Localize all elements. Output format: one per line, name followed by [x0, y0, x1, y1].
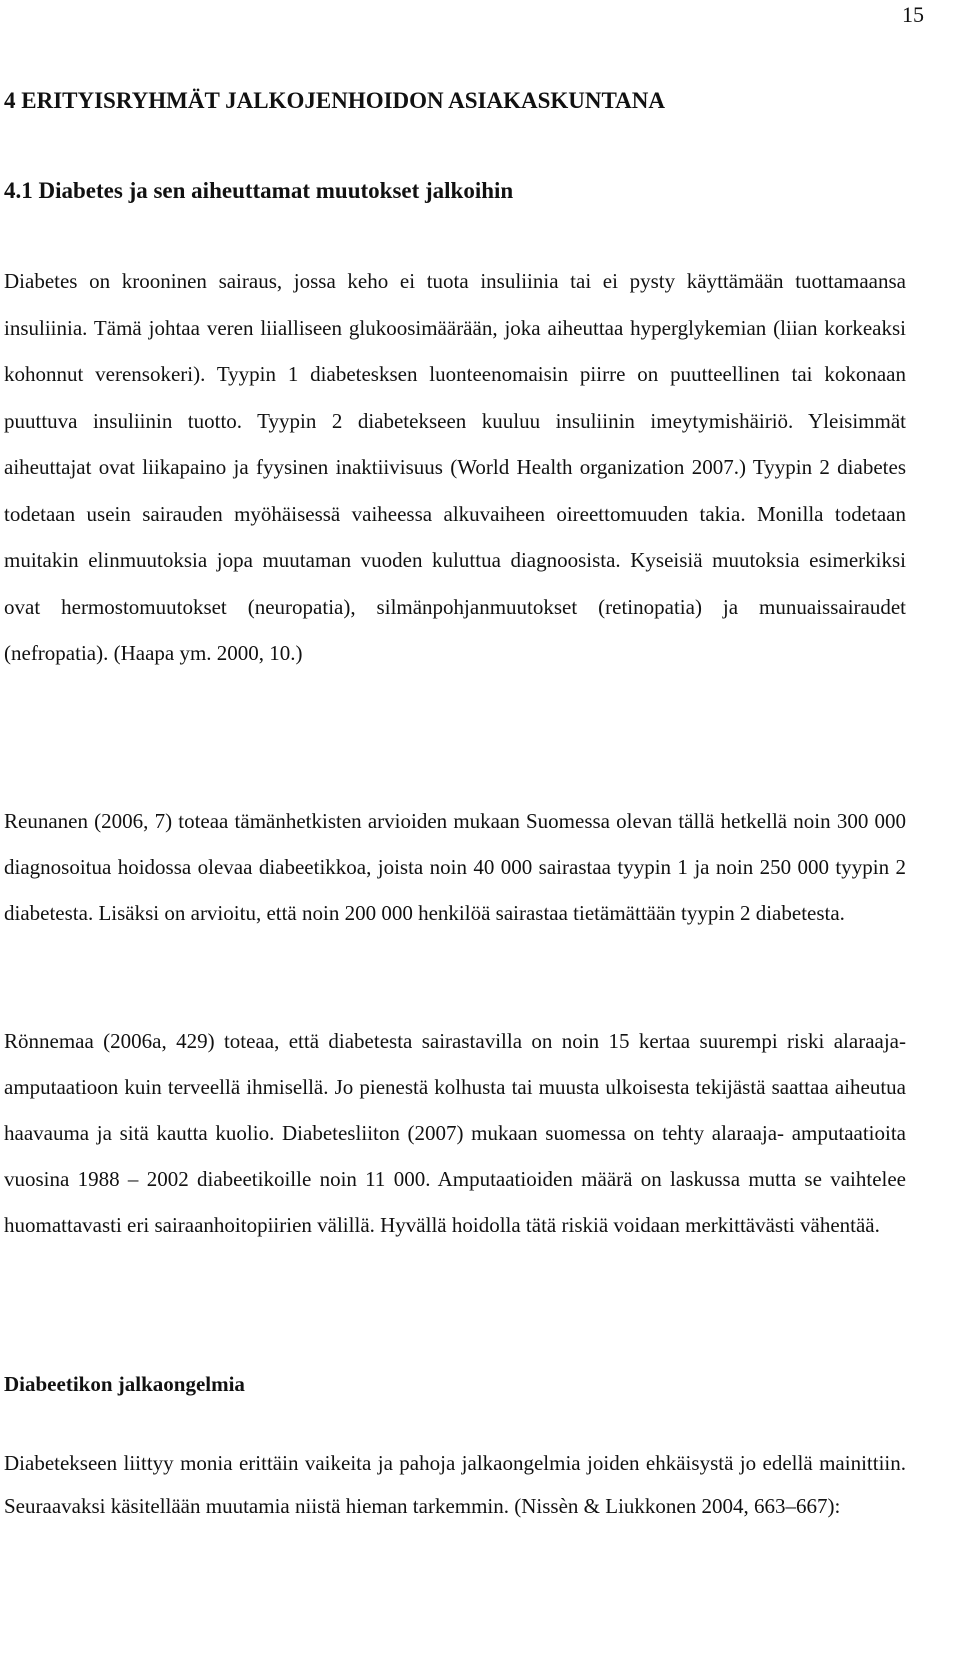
- section-title: 4.1 Diabetes ja sen aiheuttamat muutokset jalkoihin: [4, 178, 514, 203]
- paragraph-prevalence: Reunanen (2006, 7) toteaa tämänhetkisten arvioiden mukaan Suomessa olevan tällä hetkellä noin 300 000 diagnosoitua hoidossa olevaa diabeetikkoa, joista noin 40 000 sairastaa tyypin 1 ja noin 250 000 tyypin 2 diabetesta. Lisäksi on arvioitu, että noin 200 000 henkilöä sairastaa tietämättään tyypin 2 diabetesta.: [4, 809, 906, 925]
- page-number: 15: [902, 2, 924, 27]
- paragraph-foot-problems-intro: Diabetekseen liittyy monia erittäin vaikeita ja pahoja jalkaongelmia joiden ehkäisystä jo edellä mainittiin. Seuraavaksi käsitellään muutamia niistä hieman tarkemmin. (Nissèn & Liukkonen 2004, 663–667):: [4, 1451, 906, 1518]
- paragraph-diabetes-definition: Diabetes on krooninen sairaus, jossa keho ei tuota insuliinia tai ei pysty käyttämään tuottamaansa insuliinia. Tämä johtaa veren liialliseen glukoosimäärään, joka aiheuttaa hyperglykemian (liian korkeaksi kohonnut verensokeri). Tyypin 1 diabetesksen luonteenomaisin piirre on puutteellinen tai kokonaan puuttuva insuliinin tuotto. Tyypin 2 diabetekseen kuuluu insuliinin imeytymishäiriö. Yleisimmät aiheuttajat ovat liikapaino ja fyysinen inaktiivisuus (World Health organization 2007.) Tyypin 2 diabetes todetaan usein sairauden myöhäisessä vaiheessa alkuvaiheen oireettomuuden takia. Monilla todetaan muitakin elinmuutoksia jopa muutaman vuoden kuluttua diagnoosista. Kyseisiä muutoksia esimerkiksi ovat hermostomuutokset (neuropatia), silmänpohjanmuutokset (retinopatia) ja munuaissairaudet (nefropatia). (Haapa ym. 2000, 10.): [4, 269, 906, 665]
- paragraph-amputation-risk: Rönnemaa (2006a, 429) toteaa, että diabetesta sairastavilla on noin 15 kertaa suurempi riski alaraaja- amputaatioon kuin terveellä ihmisellä. Jo pienestä kolhusta tai muusta ulkoisesta tekijästä saattaa aiheutua haavauma ja sitä kautta kuolio. Diabetesliiton (2007) mukaan suomessa on tehty alaraaja- amputaatioita vuosina 1988 – 2002 diabeetikoille noin 11 000. Amputaatioiden määrä on laskussa mutta se vaihtelee huomattavasti eri sairaanhoitopiirien välillä. Hyvällä hoidolla tätä riskiä voidaan merkittävästi vähentää.: [4, 1029, 906, 1237]
- subheading-foot-problems: Diabeetikon jalkaongelmia: [4, 1372, 245, 1396]
- chapter-title: 4 ERITYISRYHMÄT JALKOJENHOIDON ASIAKASKUNTANA: [4, 88, 665, 113]
